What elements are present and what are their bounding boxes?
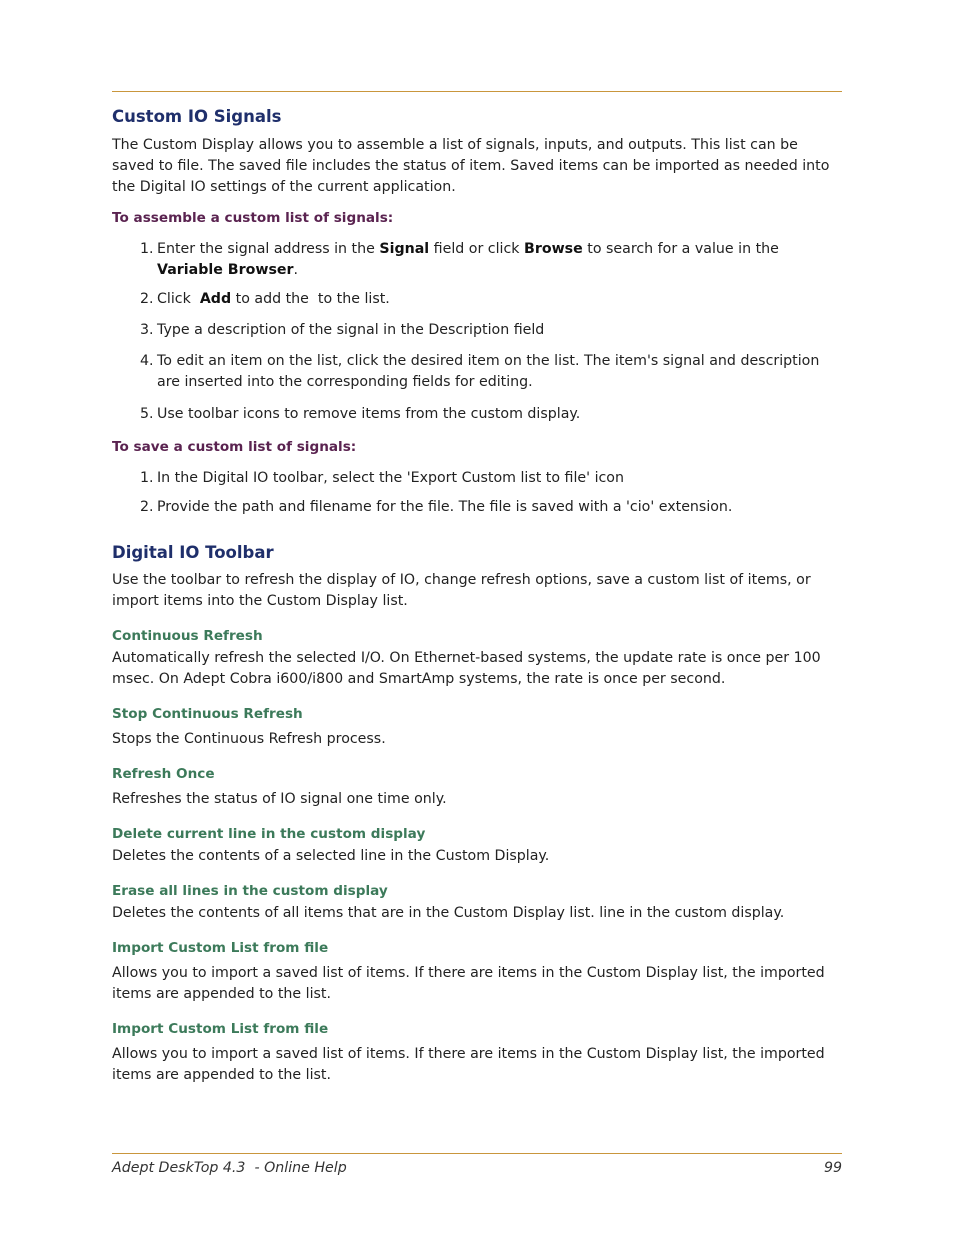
list-text: Type a description of the signal in the Description field bbox=[157, 322, 545, 338]
procedure-heading-assemble: To assemble a custom list of signals: bbox=[112, 210, 394, 226]
item-description: Refreshes the status of IO signal one time only. bbox=[112, 791, 447, 807]
footer-rule bbox=[112, 1153, 842, 1154]
list-item bbox=[140, 404, 840, 425]
list-number: 5. bbox=[140, 406, 154, 422]
item-description: Deletes the contents of all items that are in the Custom Display list. line in the custom display. bbox=[112, 905, 785, 921]
item-heading-stop-continuous-refresh: Stop Continuous Refresh bbox=[112, 706, 303, 722]
list-item bbox=[140, 289, 840, 310]
item-description: Automatically refresh the selected I/O. On Ethernet-based systems, the update rate is once per 100 msec. On Adept Cobra i600/i800 and SmartAmp systems, the rate is once per second. bbox=[112, 650, 821, 687]
list-text: In the Digital IO toolbar, select the 'Export Custom list to file' icon bbox=[157, 470, 624, 486]
page-number: 99 bbox=[823, 1160, 842, 1176]
list-number: 4. bbox=[140, 353, 154, 369]
item-heading-import-custom-list: Import Custom List from file bbox=[112, 940, 329, 956]
list-number: 1. bbox=[140, 470, 154, 486]
footer-title: Adept DeskTop 4.3 - Online Help bbox=[112, 1160, 347, 1176]
list-number: 1. bbox=[140, 241, 154, 257]
item-heading-erase-all-lines: Erase all lines in the custom display bbox=[112, 883, 388, 899]
list-item bbox=[140, 351, 840, 390]
section-intro: Use the toolbar to refresh the display of IO, change refresh options, save a custom list of items, or import items into the Custom Display list. bbox=[112, 572, 811, 609]
list-item bbox=[140, 320, 840, 341]
item-description: Stops the Continuous Refresh process. bbox=[112, 731, 386, 747]
list-item bbox=[140, 239, 840, 278]
list-number: 2. bbox=[140, 499, 154, 515]
section-intro: The Custom Display allows you to assemble a list of signals, inputs, and outputs. This list can be saved to file. The saved file includes the status of item. Saved items can be imported as needed into the Digital IO settings of the current application. bbox=[112, 137, 830, 195]
list-text: Provide the path and filename for the file. The file is saved with a 'cio' extension. bbox=[157, 499, 733, 515]
list-text: Click Add to add the to the list. bbox=[157, 291, 390, 307]
procedure-heading-save: To save a custom list of signals: bbox=[112, 439, 357, 455]
item-heading-import-custom-list: Import Custom List from file bbox=[112, 1021, 329, 1037]
section-title-digital-io-toolbar: Digital IO Toolbar bbox=[112, 543, 274, 562]
list-number: 3. bbox=[140, 322, 154, 338]
item-heading-delete-current-line: Delete current line in the custom display bbox=[112, 826, 426, 842]
list-item bbox=[140, 468, 840, 489]
section-title-custom-io-signals: Custom IO Signals bbox=[112, 107, 282, 126]
item-heading-continuous-refresh: Continuous Refresh bbox=[112, 628, 263, 644]
item-heading-refresh-once: Refresh Once bbox=[112, 766, 215, 782]
item-description: Allows you to import a saved list of items. If there are items in the Custom Display list, the imported items are appended to the list. bbox=[112, 965, 825, 1002]
item-description: Deletes the contents of a selected line in the Custom Display. bbox=[112, 848, 550, 864]
item-description: Allows you to import a saved list of items. If there are items in the Custom Display list, the imported items are appended to the list. bbox=[112, 1046, 825, 1083]
list-text: Use toolbar icons to remove items from the custom display. bbox=[157, 406, 581, 422]
list-text: To edit an item on the list, click the desired item on the list. The item's signal and description are inserted into the corresponding fields for editing. bbox=[157, 353, 820, 390]
list-item bbox=[140, 497, 840, 518]
list-text: Enter the signal address in the Signal field or click Browse to search for a value in the Variable Browser. bbox=[157, 241, 779, 278]
list-number: 2. bbox=[140, 291, 154, 307]
header-rule bbox=[112, 91, 842, 92]
